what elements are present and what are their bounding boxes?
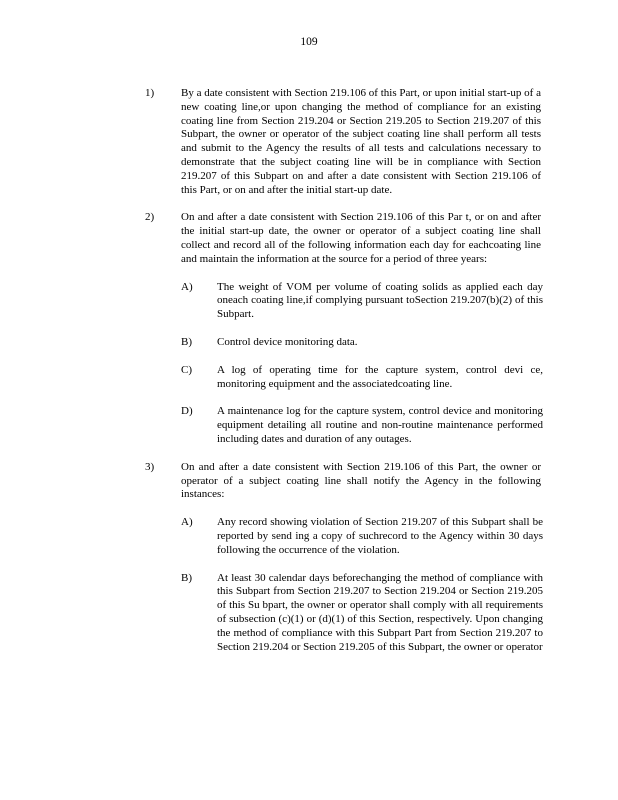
sub-item bbox=[0, 516, 618, 557]
list-item bbox=[0, 461, 618, 655]
sub-item bbox=[0, 405, 618, 446]
item-text: On and after a date consistent with Section 219.106 of this Part, the owner or operator of a subject coating line shall notify the Agency in the following instances: bbox=[181, 460, 541, 501]
sub-item bbox=[0, 281, 618, 322]
sub-item-letter: C) bbox=[181, 363, 192, 376]
sub-item-text: At least 30 calendar days beforechanging the method of compliance with this Subpart from Section 219.207 to Section 219.204 or Section 219.205 of this Su bpart, the owner or operator shall comply with all requirements of subsection (c)(1) or (d)(1) of this Section, respectively. Upon changing the method of compliance with this Subpart Part from Section 219.207 to Section 219.204 or Section 219.205 of this Subpart, the owner or operator bbox=[217, 571, 543, 653]
item-number: 1) bbox=[145, 87, 155, 99]
sub-item-letter: D) bbox=[181, 405, 193, 418]
sub-item-text: The weight of VOM per volume of coating solids as applied each day oneach coating line,if complying pursuant toSection 219.207(b)(2) of this Subpart. bbox=[217, 280, 543, 321]
item-number: 3) bbox=[145, 460, 155, 473]
sub-item-letter: A) bbox=[181, 516, 193, 529]
item-text: By a date consistent with Section 219.106 of this Part, or upon initial start-up of a new coating line,or upon changing the method of compliance for an existing coating line from Section 219.204 or Section 219.205 to Section 219.207 of this Subpart, the owner or operator of the subject coating line shall perform all tests and submit to the Agency the results of all tests and calculations necessary to demonstrate that the subject coating line will be in compliance with Section 219.207 of this Subpart on and after a date consistent with Section 219.106 of this Part, or on and after the initial start-up date. bbox=[181, 87, 541, 196]
sub-item-text: A log of operating time for the capture system, control devi ce, monitoring equipment and the associatedcoating line. bbox=[217, 363, 543, 390]
sub-item-text: Control device monitoring data. bbox=[217, 335, 358, 348]
page-number: 109 bbox=[300, 36, 318, 48]
sub-item-text: Any record showing violation of Section 219.207 of this Subpart shall be reported by send ing a copy of suchrecord to the Agency within 30 days following the occurrence of the violation. bbox=[217, 516, 543, 556]
sub-item-letter: B) bbox=[181, 335, 192, 348]
sub-item bbox=[0, 336, 618, 350]
list-item bbox=[0, 211, 618, 446]
sub-item bbox=[0, 364, 618, 392]
sub-item-letter: B) bbox=[181, 571, 192, 584]
item-number: 2) bbox=[145, 211, 155, 224]
item-text: On and after a date consistent with Section 219.106 of this Par t, or on and after the initial start-up date, the owner or operator of a subject coating line shall collect and record all of the following information each day for eachcoating line and maintain the information at the source for a period of three years: bbox=[181, 211, 541, 265]
sub-item-text: A maintenance log for the capture system, control device and monitoring equipment detailing all routine and non-routine maintenance performed including dates and duration of any outages. bbox=[217, 405, 543, 445]
sub-list bbox=[0, 281, 618, 447]
sub-item bbox=[0, 572, 618, 655]
sub-list bbox=[0, 516, 618, 654]
regulation-body bbox=[0, 87, 618, 668]
list-item bbox=[0, 87, 618, 197]
sub-item-letter: A) bbox=[181, 280, 193, 293]
